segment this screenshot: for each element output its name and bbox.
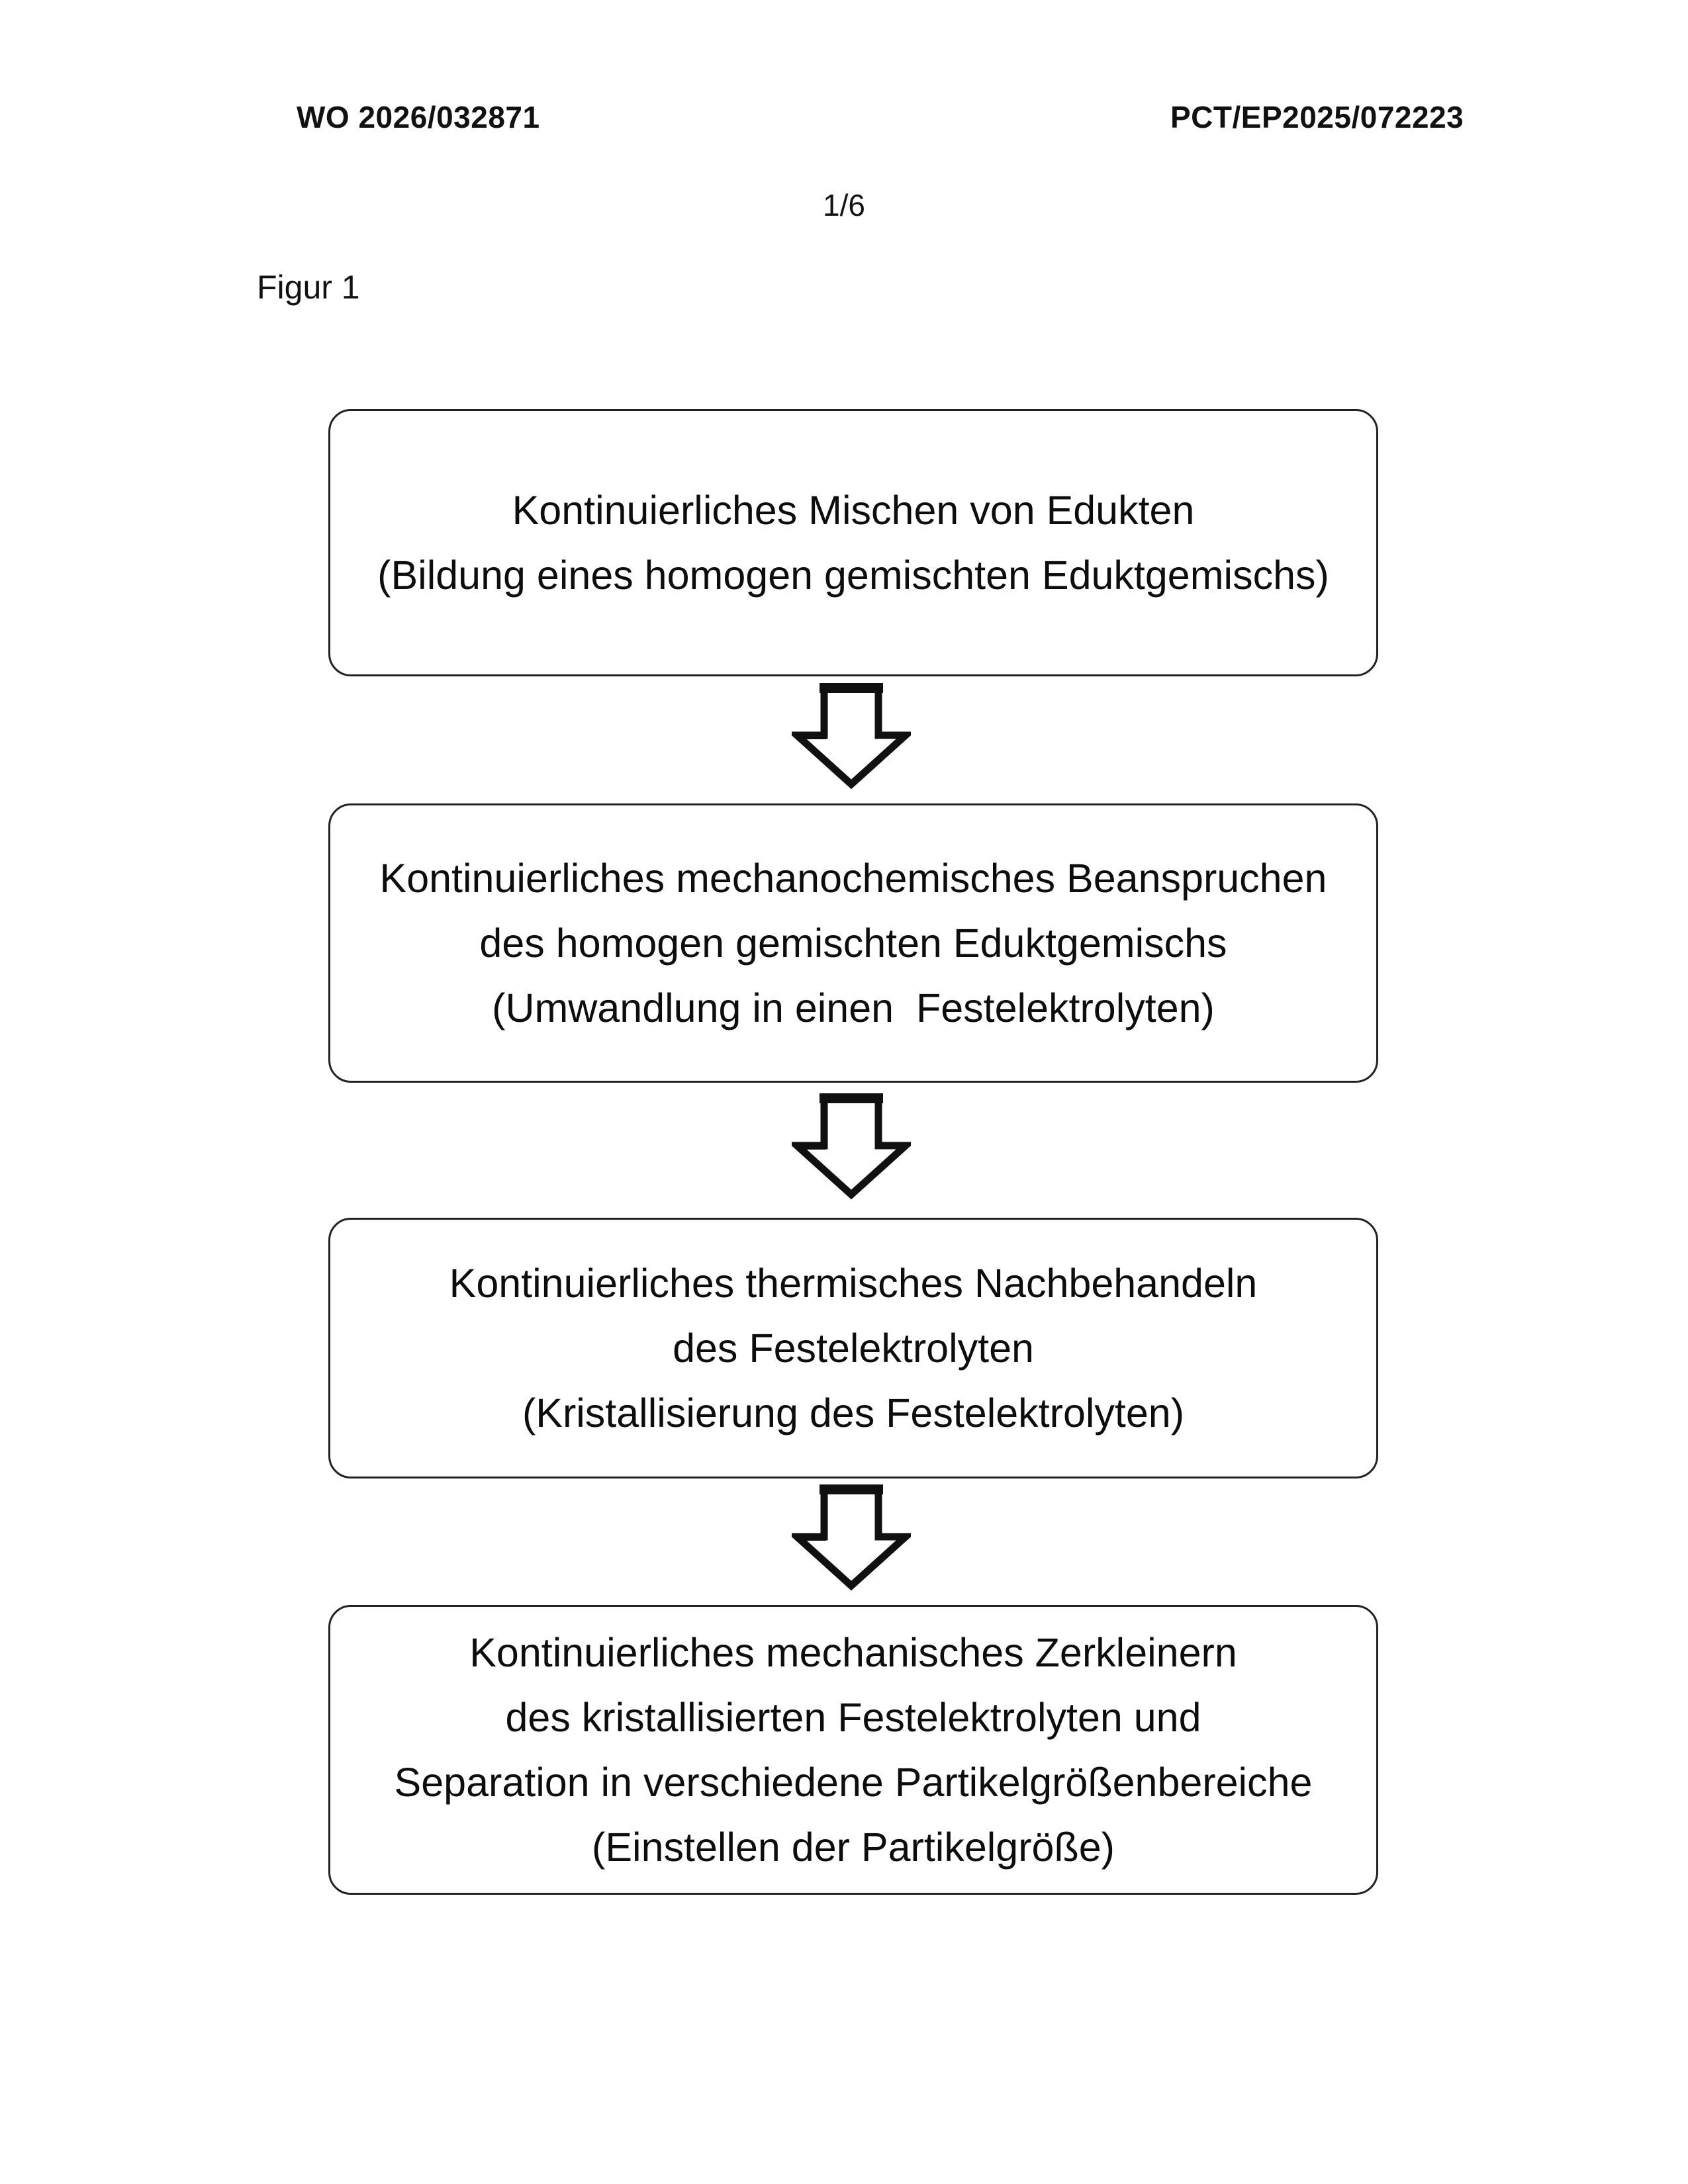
flow-box-milling-separation [328,1605,1378,1895]
flow-box-mechanochemical [328,803,1378,1083]
flow-box-thermal-treatment [328,1218,1378,1479]
flow-box-line: (Einstellen der Partikelgröße) [592,1825,1115,1870]
down-arrow-icon [792,1093,911,1200]
figure-label: Figur 1 [257,269,360,306]
flow-box-line: (Kristallisierung des Festelektrolyten) [522,1390,1185,1435]
flow-box-line: des kristallisierten Festelektrolyten und [505,1695,1201,1740]
flow-box-line: Kontinuierliches thermisches Nachbehandeln [449,1261,1258,1306]
flow-box-line: Kontinuierliches mechanisches Zerkleinern [469,1630,1237,1675]
flow-box-line: Separation in verschiedene Partikelgrößenbereiche [394,1760,1313,1805]
application-number: PCT/EP2025/072223 [1170,100,1464,134]
flow-box-line: des Festelektrolyten [673,1326,1034,1371]
down-arrow-icon [792,682,911,790]
flow-box-line: des homogen gemischten Eduktgemischs [479,921,1227,966]
sheet-number: 1/6 [823,188,865,222]
flow-box-line: Kontinuierliches mechanochemisches Beanspruchen [379,856,1327,901]
publication-number: WO 2026/032871 [297,100,540,134]
flow-box-line: Kontinuierliches Mischen von Edukten [512,488,1195,533]
down-arrow-icon [792,1484,911,1591]
flow-box-line: (Bildung eines homogen gemischten Eduktgemischs) [377,553,1329,598]
flow-box-mixing [328,409,1378,676]
flow-box-line: (Umwandlung in einen Festelektrolyten) [492,985,1215,1030]
